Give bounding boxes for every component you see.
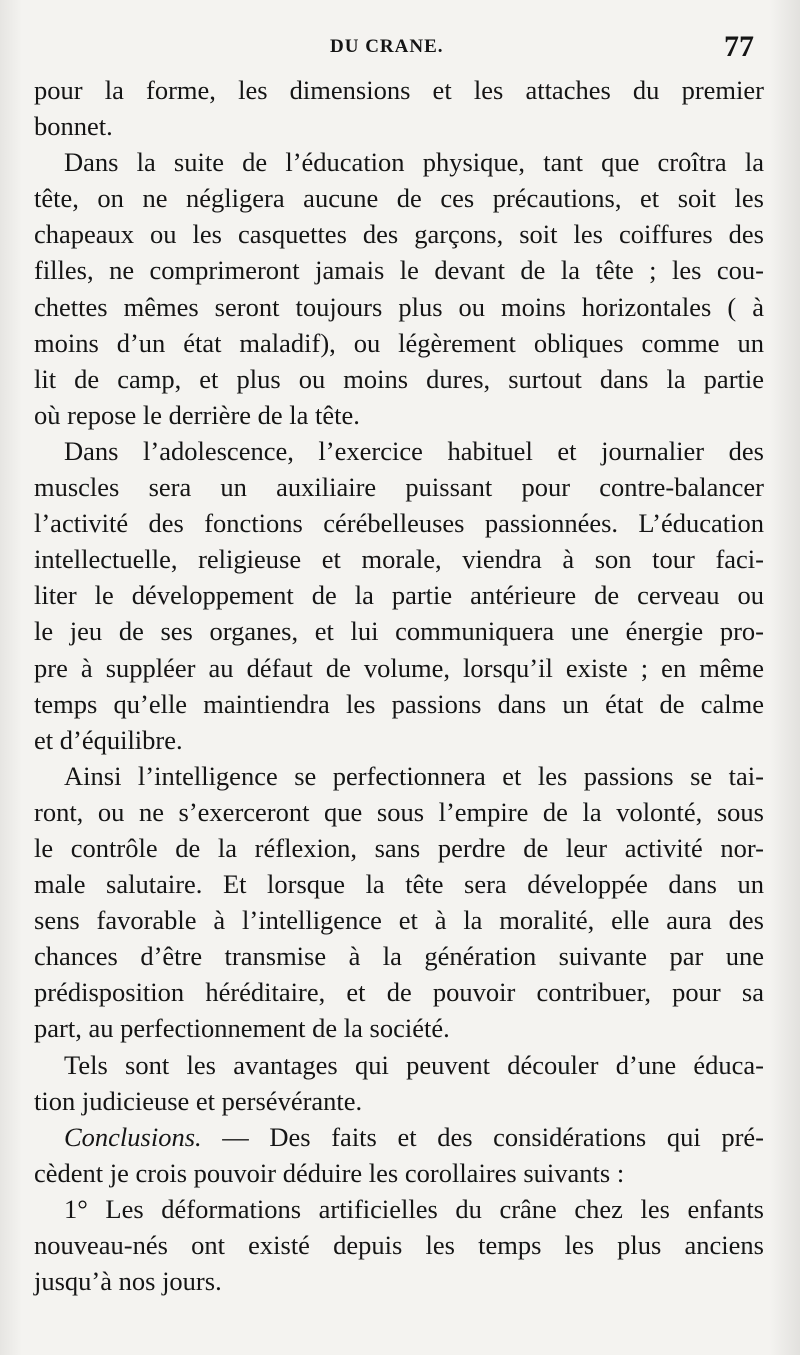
text-line: chapeaux ou les casquettes des garçons, soit les coiffures des	[34, 219, 764, 250]
text-line: prédisposition héréditaire, et de pouvoir contribuer, pour sa	[34, 977, 764, 1008]
conclusions-line	[34, 1119, 764, 1155]
text-line: le jeu de ses organes, et lui communiquera une énergie pro-	[34, 616, 764, 647]
text-line: jusqu’à nos jours.	[34, 1266, 222, 1297]
text-line: cèdent je crois pouvoir déduire les corollaires suivants :	[34, 1157, 625, 1188]
text-line: le contrôle de la réflexion, sans perdre de leur activité nor-	[34, 832, 764, 863]
running-head: DU CRANE.	[330, 36, 444, 57]
text-line: liter le développement de la partie antérieure de cerveau ou	[34, 580, 764, 611]
page-header	[0, 30, 800, 70]
text-line: male salutaire. Et lorsque la tête sera développée dans un	[34, 869, 764, 900]
text-line: muscles sera un auxiliaire puissant pour contre-balancer	[34, 472, 764, 503]
text-line: chances d’être transmise à la génération suivante par une	[34, 941, 764, 972]
text-line: où repose le derrière de la tête.	[34, 399, 360, 430]
text-line: l’activité des fonctions cérébelleuses passionnées. L’éducation	[34, 508, 764, 539]
text-line: tête, on ne négligera aucune de ces précautions, et soit les	[34, 183, 764, 214]
text-line: ront, ou ne s’exerceront que sous l’empire de la volonté, sous	[34, 796, 764, 827]
text-line: moins d’un état maladif), ou légèrement obliques comme un	[34, 327, 764, 358]
conclusions-heading: Conclusions.	[64, 1121, 202, 1152]
text-line: pre à suppléer au défaut de volume, lorsqu’il existe ; en même	[34, 652, 764, 683]
text-line: pour la forme, les dimensions et les attaches du premier	[34, 75, 764, 105]
text-line: chettes mêmes seront toujours plus ou moins horizontales ( à	[34, 291, 764, 322]
body-text	[34, 72, 764, 1299]
text-line: lit de camp, et plus ou moins dures, surtout dans la partie	[34, 363, 764, 394]
text-line: et d’équilibre.	[34, 724, 183, 755]
text-line: intellectuelle, religieuse et morale, viendra à son tour faci-	[34, 544, 764, 575]
text-line: bonnet.	[34, 111, 113, 142]
page-number: 77	[724, 30, 754, 63]
text-line: temps qu’elle maintiendra les passions dans un état de calme	[34, 688, 764, 719]
text-line: Ainsi l’intelligence se perfectionnera et les passions se tai-	[64, 760, 764, 791]
text-line: 1° Les déformations artificielles du crâne chez les enfants	[64, 1193, 764, 1224]
text-line: sens favorable à l’intelligence et à la moralité, elle aura des	[34, 905, 764, 936]
text-line: part, au perfectionnement de la société.	[34, 1013, 450, 1044]
conclusions-text: — Des faits et des considérations qui pré-	[201, 1121, 764, 1152]
text-line: tion judicieuse et persévérante.	[34, 1085, 363, 1116]
text-line: nouveau-nés ont existé depuis les temps les plus anciens	[34, 1230, 764, 1260]
text-line: Dans la suite de l’éducation physique, tant que croîtra la	[64, 147, 764, 178]
text-line: Dans l’adolescence, l’exercice habituel et journalier des	[64, 435, 764, 466]
text-line: Tels sont les avantages qui peuvent découler d’une éduca-	[64, 1049, 764, 1080]
text-line: filles, ne comprimeront jamais le devant de la tête ; les cou-	[34, 255, 764, 286]
